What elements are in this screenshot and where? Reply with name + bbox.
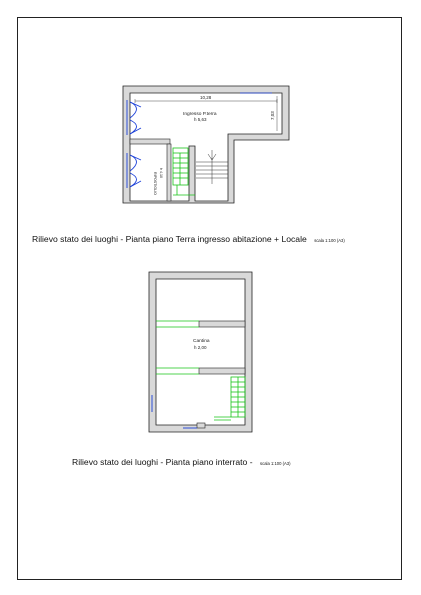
basement-walls [149, 272, 252, 432]
room-cantina-height: h 2,00 [194, 345, 207, 350]
width-dimension: 10,28 [200, 95, 212, 100]
height-dimension: 7,03 [270, 111, 275, 120]
basement-scale: scala 1:100 (A3) [260, 461, 291, 466]
ripostiglio-partition-top [130, 139, 170, 144]
basement-partition-upper [199, 321, 245, 327]
room-ingresso-height: h 5,63 [194, 117, 207, 122]
room-ripostiglio-height: h 4,10 [159, 168, 163, 178]
ground-floor-walls [123, 86, 289, 203]
room-ripostiglio-label: RIPOSTIGLIO [153, 172, 157, 195]
room-cantina-label: Cantina [193, 339, 210, 344]
basement-caption-text: Rilievo stato dei luoghi - Pianta piano interrato - [72, 457, 253, 467]
ground-floor-caption [32, 229, 345, 247]
ground-floor-scale: scala 1:100 (A3) [314, 238, 345, 243]
basement-partition-lower [199, 368, 245, 374]
basement-plan [149, 272, 252, 432]
staircase-basement [214, 377, 245, 420]
staircase-ingresso [196, 150, 228, 184]
basement-partition-mid [197, 423, 205, 428]
room-ingresso-label: Ingresso P.terra [183, 112, 217, 117]
ground-floor-caption-text: Rilievo stato dei luoghi - Pianta piano Terra ingresso abitazione + Locale [32, 234, 307, 244]
ripostiglio-partition-side [167, 144, 171, 201]
basement-caption [72, 452, 291, 470]
basement-openings [156, 321, 199, 374]
ground-floor-plan [123, 86, 289, 203]
